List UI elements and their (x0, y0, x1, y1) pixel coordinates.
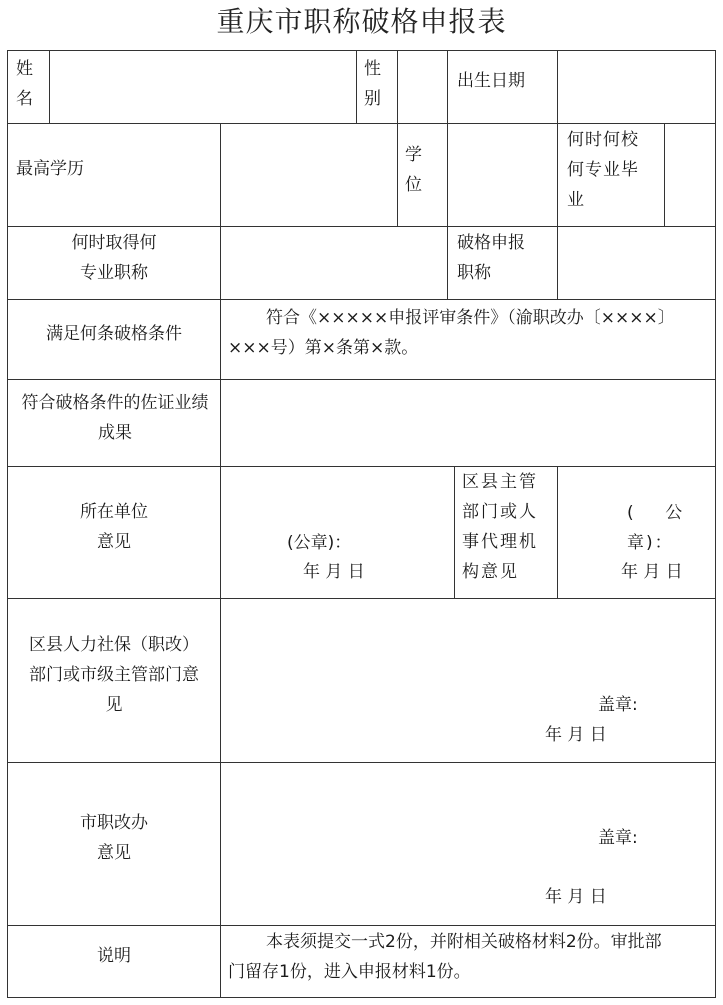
row3-divider-c (557, 226, 558, 300)
city-office-opinion-label: 市职改办 意见 (80, 813, 148, 863)
row-divider-7 (7, 762, 716, 763)
row-divider-1 (7, 123, 716, 124)
unit-opinion-label: 所在单位 意见 (80, 502, 148, 552)
border-bottom (7, 997, 716, 998)
row-divider-8 (7, 925, 716, 926)
degree-label: 学 位 (405, 145, 422, 195)
row2-divider-d (557, 123, 558, 227)
row6-divider-a (454, 466, 455, 599)
hr-seal-label: 盖章: (598, 695, 638, 715)
row2-divider-b (397, 123, 398, 227)
row-divider-5 (7, 466, 716, 467)
row-divider-2 (7, 226, 716, 227)
row3-divider-a (220, 226, 221, 300)
hr-date-label: 年 月 日 (545, 725, 607, 745)
row2-divider-c (447, 123, 448, 227)
page-title: 重庆市职称破格申报表 (216, 5, 507, 38)
birth-date-label: 出生日期 (457, 71, 525, 91)
row6-divider-b (557, 466, 558, 599)
row-divider-3 (7, 299, 716, 300)
row3-divider-b (447, 226, 448, 300)
row1-divider-b (356, 50, 357, 124)
row2-divider-a (220, 123, 221, 227)
row-divider-6 (7, 598, 716, 599)
row2-divider-e (664, 123, 665, 227)
unit-seal-label: (公章)： (287, 533, 352, 553)
graduation-label: 何时何校 何专业毕 业 (567, 130, 639, 210)
row1-divider-d (447, 50, 448, 124)
name-label: 姓 名 (16, 59, 33, 109)
city-seal-label: 盖章: (598, 828, 638, 848)
education-label: 最高学历 (16, 159, 84, 179)
condition-text: 符合《×××××申报评审条件》（渝职改办〔××××〕 ×××号）第×条第×款。 (228, 308, 675, 358)
gender-label: 性 别 (364, 59, 381, 109)
target-title-label: 破格申报 职称 (457, 233, 525, 283)
row-divider-4 (7, 379, 716, 380)
hr-opinion-label: 区县人力社保（职改） 部门或市级主管部门意 见 (29, 635, 199, 715)
note-text: 本表须提交一式2份，并附相关破格材料2份。审批部 门留存1份，进入申报材料1份。 (228, 932, 662, 982)
row1-divider-a (49, 50, 50, 124)
border-right (715, 50, 716, 998)
row1-divider-c (397, 50, 398, 124)
condition-label: 满足何条破格条件 (46, 324, 182, 344)
achievement-label: 符合破格条件的佐证业绩 成果 (21, 393, 209, 443)
unit-date-label: 年 月 日 (303, 562, 365, 582)
city-date-label: 年 月 日 (545, 887, 607, 907)
row1-divider-e (557, 50, 558, 124)
county-dept-seal-label: ( 公 章)： (627, 503, 685, 553)
county-dept-opinion-label: 区县主管 部门或人 事代理机 构意见 (462, 472, 538, 582)
note-label: 说明 (97, 946, 131, 966)
border-top (7, 50, 716, 51)
current-title-label: 何时取得何 专业职称 (71, 233, 157, 283)
label-column-divider (220, 299, 221, 998)
county-dept-date-label: 年 月 日 (621, 562, 683, 582)
